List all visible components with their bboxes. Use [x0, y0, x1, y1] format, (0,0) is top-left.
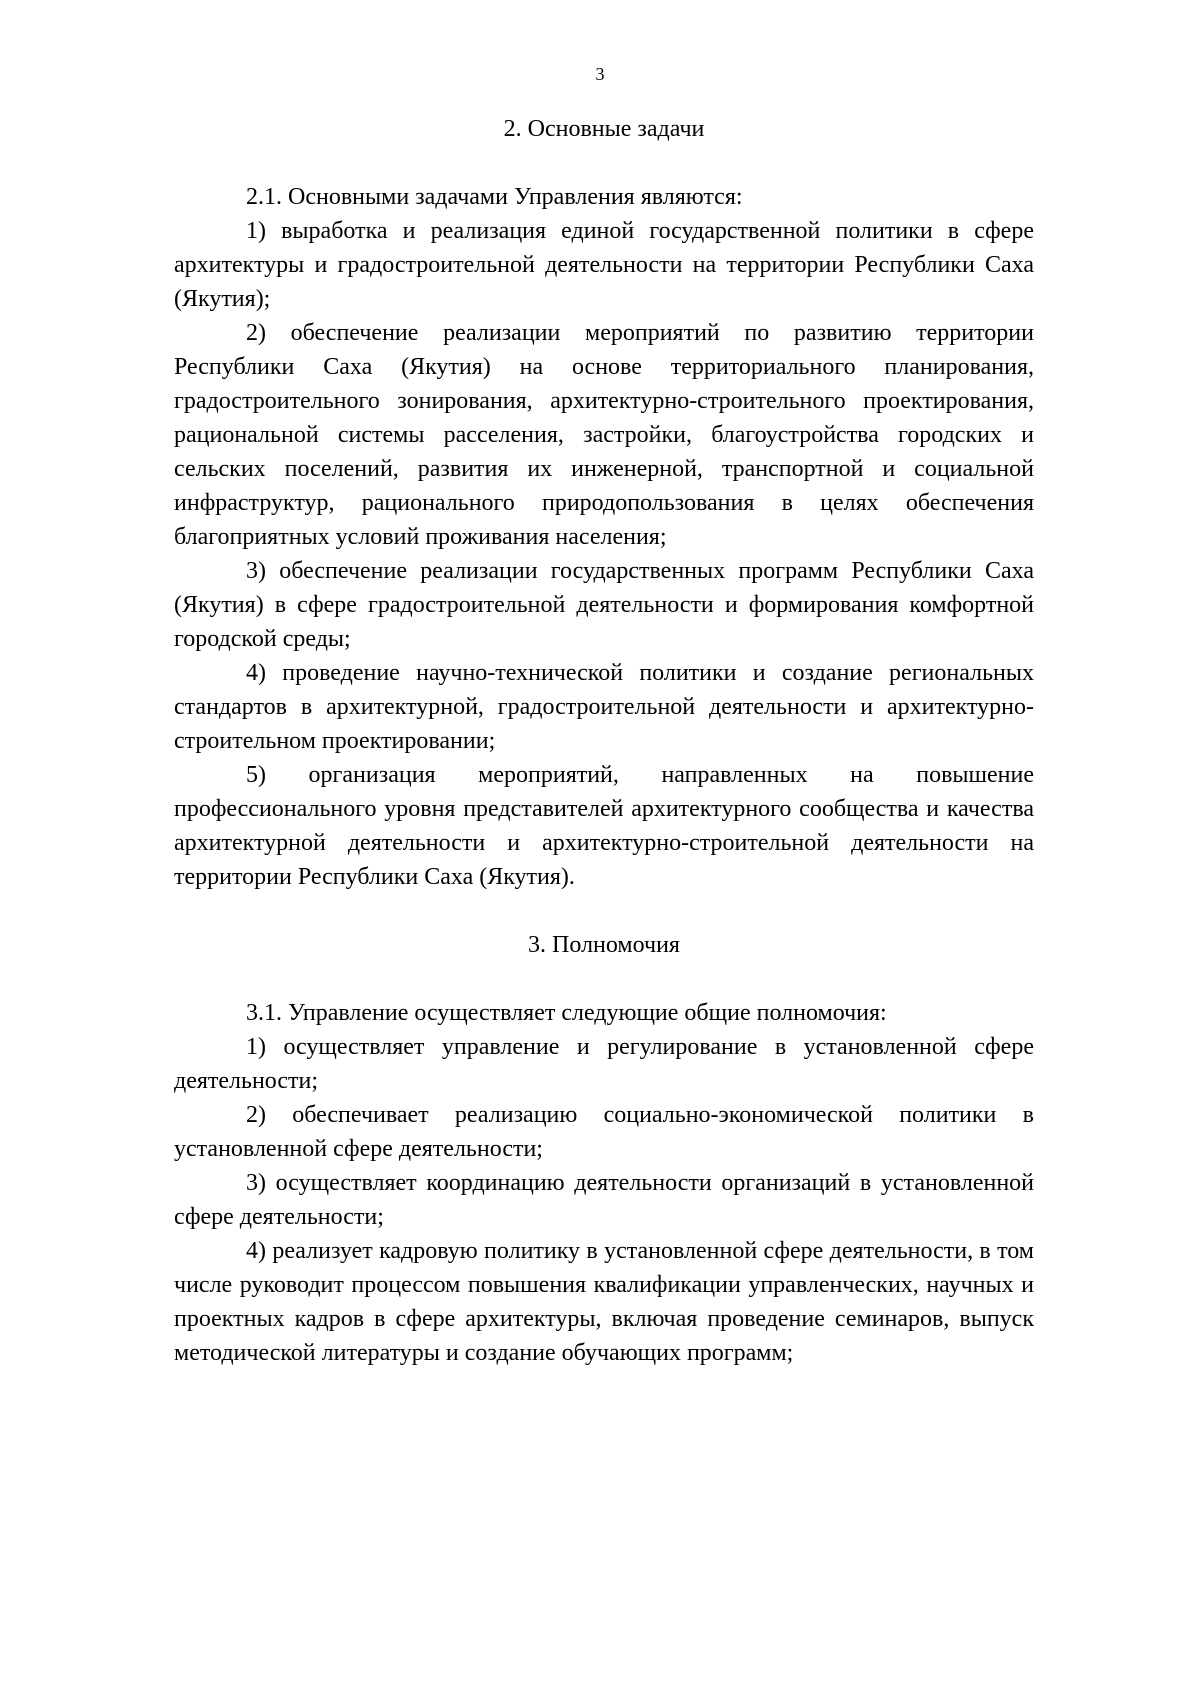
section-powers	[174, 928, 1034, 1370]
section-heading-main-tasks: 2. Основные задачи	[503, 116, 705, 142]
paragraph-power-2: 2) обеспечивает реализацию социально-экономической политики в установленной сфере деятельности;	[174, 1102, 1034, 1162]
document-body	[174, 112, 1034, 1370]
paragraph-power-4: 4) реализует кадровую политику в установленной сфере деятельности, в том числе руководит процессом повышения квалификации управленческих, научных и проектных кадров в сфере архитектуры, включая проведение семинаров, выпуск методической литературы и создание обучающих программ;	[174, 1238, 1034, 1366]
paragraph-task-3: 3) обеспечение реализации государственных программ Республики Саха (Якутия) в сфере градостроительной деятельности и формирования комфортной городской среды;	[174, 558, 1034, 652]
paragraph-3-1: 3.1. Управление осуществляет следующие общие полномочия:	[246, 1000, 887, 1026]
paragraph-task-2: 2) обеспечение реализации мероприятий по развитию территории Республики Саха (Якутия) на основе территориального планирования, градостроительного зонирования, архитектурно-строительного проектирования, рациональной системы расселения, застройки, благоустройства городских и сельских поселений, развития их инженерной, транспортной и социальной инфраструктур, рационального природопользования в целях обеспечения благоприятных условий проживания населения;	[174, 320, 1034, 550]
section-heading-powers: 3. Полномочия	[528, 932, 680, 958]
page-number: 3	[595, 64, 605, 84]
paragraph-power-3: 3) осуществляет координацию деятельности организаций в установленной сфере деятельности;	[174, 1170, 1034, 1230]
paragraph-power-1: 1) осуществляет управление и регулирование в установленной сфере деятельности;	[174, 1034, 1034, 1094]
paragraph-2-1: 2.1. Основными задачами Управления являются:	[246, 184, 743, 210]
paragraph-task-5: 5) организация мероприятий, направленных на повышение профессионального уровня представителей архитектурного сообщества и качества архитектурной деятельности и архитектурно-строительной деятельности на территории Республики Саха (Якутия).	[174, 762, 1034, 890]
paragraph-task-1: 1) выработка и реализация единой государственной политики в сфере архитектуры и градостроительной деятельности на территории Республики Саха (Якутия);	[174, 218, 1034, 312]
paragraph-task-4: 4) проведение научно-технической политики и создание региональных стандартов в архитектурной, градостроительной деятельности и архитектурно-строительном проектировании;	[174, 660, 1034, 754]
section-main-tasks	[174, 112, 1034, 894]
